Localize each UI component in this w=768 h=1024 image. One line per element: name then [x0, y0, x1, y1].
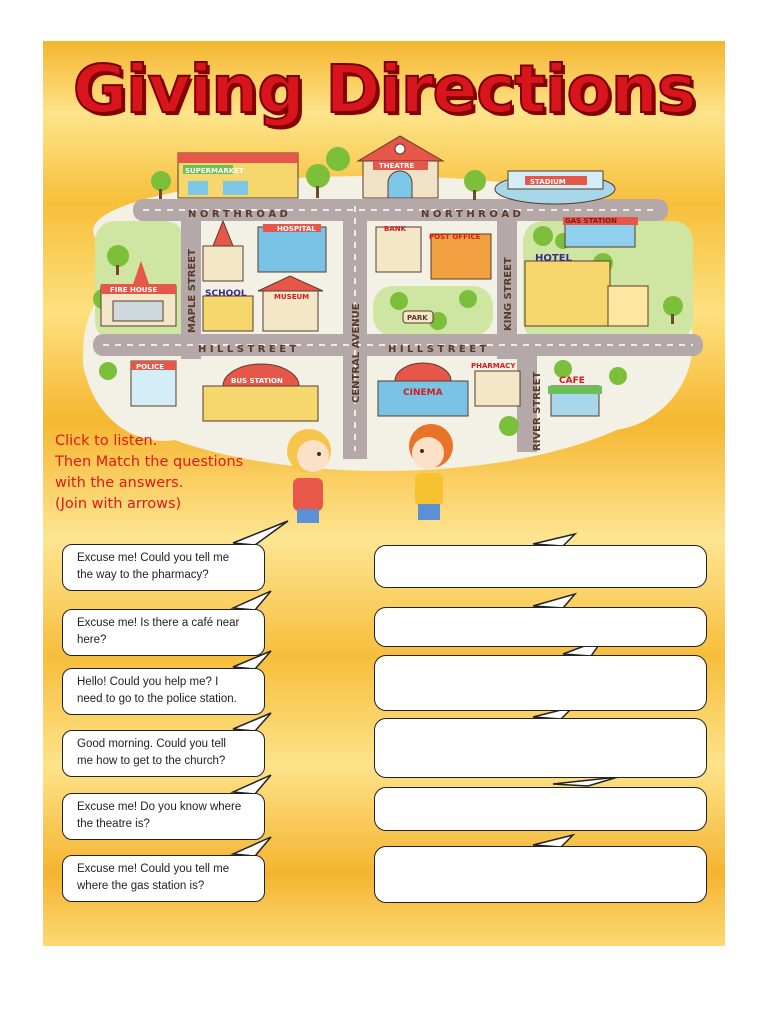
label-police: POLICE: [136, 363, 165, 371]
label-park: PARK: [407, 314, 428, 322]
label-stadium: STADIUM: [530, 178, 566, 186]
label-fire-house: FIRE HOUSE: [110, 286, 158, 294]
label-school: SCHOOL: [205, 289, 247, 299]
answer-bubble-6[interactable]: [374, 846, 707, 903]
question-6-line-2: where the gas station is?: [77, 880, 205, 892]
question-bubble-2[interactable]: [62, 609, 265, 656]
question-4-line-2: me how to get to the church?: [77, 755, 226, 767]
question-bubble-3[interactable]: [62, 668, 265, 715]
question-5-line-2: the theatre is?: [77, 818, 150, 830]
label-theatre: THEATRE: [379, 162, 415, 170]
question-3-line-2: need to go to the police station.: [77, 693, 237, 705]
question-bubble-5[interactable]: [62, 793, 265, 840]
label-hospital: HOSPITAL: [277, 225, 316, 233]
question-6-line-1: Excuse me! Could you tell me: [77, 863, 230, 875]
worksheet: [43, 41, 725, 946]
answer-bubble-3[interactable]: [374, 655, 707, 711]
pharmacy-building: [471, 362, 520, 406]
girl-illustration: [287, 429, 331, 523]
instruction-line-2: Then Match the questions: [55, 454, 244, 470]
answer-bubble-5[interactable]: [374, 787, 707, 831]
label-bank: BANK: [384, 225, 407, 233]
police-building: [131, 361, 176, 406]
label-pharmacy: PHARMACY: [471, 362, 516, 370]
hospital-building: [258, 224, 326, 272]
question-bubble-4[interactable]: [62, 730, 265, 777]
post-office-building: [429, 233, 491, 279]
question-2-line-2: here?: [77, 634, 107, 646]
street-hill-street-left: H I L L S T R E E T: [198, 344, 297, 355]
street-maple: MAPLE STREET: [187, 249, 198, 333]
label-hotel: HOTEL: [535, 253, 572, 264]
label-museum: MUSEUM: [274, 293, 310, 301]
street-king: KING STREET: [503, 257, 514, 331]
park-area: [403, 311, 433, 323]
theatre-building: [358, 136, 443, 198]
instructions: [55, 431, 243, 515]
label-cafe: CAFE: [559, 376, 585, 386]
street-north-road-left: N O R T H R O A D: [188, 209, 288, 220]
question-5-line-1: Excuse me! Do you know where: [77, 801, 242, 813]
instruction-line-3: with the answers.: [55, 475, 184, 491]
question-4-line-1: Good morning. Could you tell: [77, 738, 226, 750]
instruction-line-4: (Join with arrows): [55, 496, 182, 512]
supermarket-building: [178, 153, 298, 198]
school-building: [203, 289, 253, 331]
page-title: Giving Directions: [72, 51, 696, 128]
answer-bubble-4[interactable]: [374, 718, 707, 778]
question-1-line-1: Excuse me! Could you tell me: [77, 552, 230, 564]
answer-bubble-1[interactable]: [374, 545, 707, 588]
question-bubble-1[interactable]: [62, 544, 265, 591]
bank-building: [376, 225, 421, 272]
stadium-building: [495, 171, 615, 204]
label-bus-station: BUS STATION: [231, 377, 283, 385]
label-post-office: POST OFFICE: [429, 233, 481, 241]
label-gas-station: GAS STATION: [565, 217, 617, 225]
question-3-line-1: Hello! Could you help me? I: [77, 676, 219, 688]
question-2-line-1: Excuse me! Is there a café near: [77, 617, 240, 629]
street-river: RIVER STREET: [532, 371, 543, 451]
street-hill-street-right: H I L L S T R E E T: [388, 344, 487, 355]
answer-bubble-2[interactable]: [374, 607, 707, 647]
gas-station-building: [563, 217, 638, 247]
street-central-avenue: CENTRAL AVENUE: [351, 303, 362, 403]
boy-illustration: [409, 424, 453, 520]
question-1-line-2: the way to the pharmacy?: [77, 569, 209, 581]
label-cinema: CINEMA: [403, 388, 443, 398]
instruction-line-1: Click to listen.: [55, 433, 158, 449]
street-north-road-right: N O R T H R O A D: [421, 209, 521, 220]
label-supermarket: SUPERMARKET: [185, 167, 244, 175]
question-bubble-6[interactable]: [62, 855, 265, 902]
